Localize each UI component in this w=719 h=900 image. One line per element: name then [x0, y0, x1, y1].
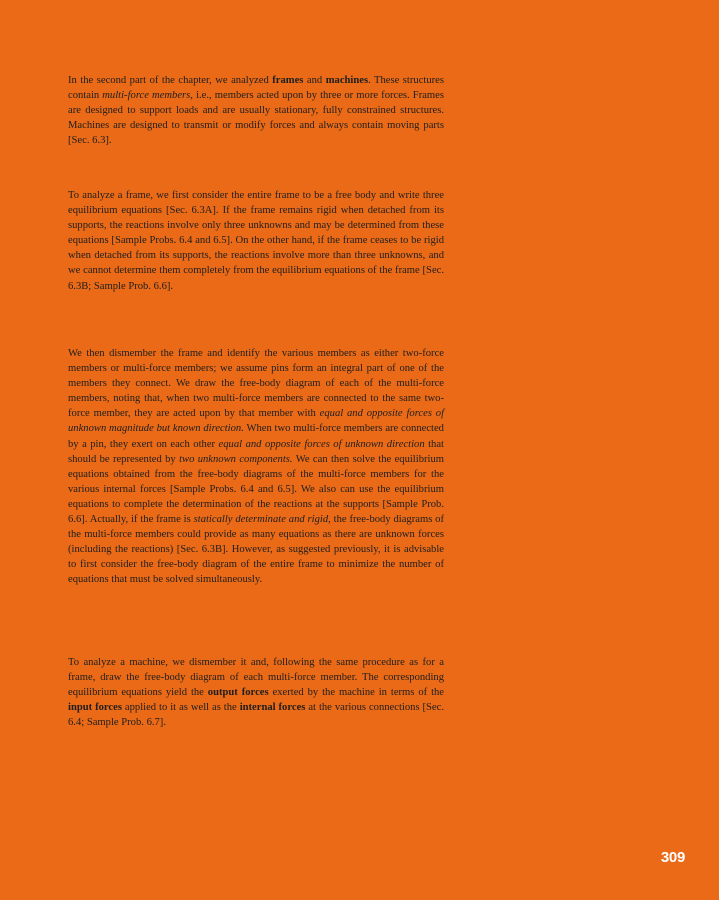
- italic-term: equal and opposite forces of unknown direction: [218, 438, 425, 450]
- text-run: When two multi-force members are connected by a pin, they exert on each other: [68, 423, 444, 450]
- paragraph-analyze-frame: [68, 188, 444, 294]
- text-run: that should be represented by: [68, 438, 444, 465]
- paragraph-text: [68, 346, 444, 588]
- text-run: To analyze a machine, we dismember it and, following the same procedure as for a frame, draw the free-body diagram of each multi-force member. The corresponding equilibrium equations yield the: [68, 657, 444, 699]
- text-run: In the second part of the chapter, we analyzed: [68, 75, 273, 86]
- text-run: . These structures contain: [68, 75, 444, 102]
- text-run: the free-body diagrams of the multi-force members could provide as many equations as there are unknown forces (including the reactions) [Sec. 6.3B]. However, as suggested previously, it is advisable to first consider the free-body diagram of the entire frame to minimize the number of equations that must be solved simultaneously.: [68, 514, 445, 586]
- bold-term: machines: [325, 75, 369, 86]
- text-run: and: [303, 75, 326, 86]
- italic-term: multi-force members,: [102, 90, 193, 102]
- paragraph-text: [68, 655, 444, 730]
- text-run: We then dismember the frame and identify the various members as either two-force members or multi-force members; we assume pins form an integral part of one of the members they connect. We draw the free-body diagram of each of the multi-force members, noting that, when two multi-force members are connected to the same two-force member, they are acted upon by that member with: [68, 348, 444, 420]
- text-run: applied to it as well as the: [121, 702, 240, 714]
- italic-term: statically determinate and rigid,: [193, 514, 331, 526]
- paragraph-analyze-machine: [68, 655, 444, 730]
- text-run: at the various connections [Sec. 6.4; Sample Prob. 6.7].: [68, 702, 444, 729]
- bold-term: frames: [272, 75, 304, 86]
- bold-term: internal forces: [239, 702, 306, 714]
- text-run: exerted by the machine in terms of the: [268, 687, 445, 699]
- page-number: 309: [660, 849, 685, 866]
- italic-term: equal and opposite forces of unknown magnitude but known direction.: [68, 408, 445, 435]
- paragraph-text: [68, 188, 444, 294]
- text-run: We can then solve the equilibrium equations obtained from the free-body diagrams of the multi-force members for the various internal forces [Sample Probs. 6.4 and 6.5]. We also can use the equilibrium equations to complete the determination of the reactions at the supports [Sample Prob. 6.6]. Actually, if the frame is: [68, 453, 444, 526]
- paragraph-dismember-frame: [68, 346, 444, 588]
- bold-term: input forces: [68, 702, 122, 714]
- italic-term: two unknown components.: [179, 453, 293, 465]
- text-run: To analyze a frame, we first consider the entire frame to be a free body and write three equilibrium equations [Sec. 6.3A]. If the frame remains rigid when detached from its supports, the reactions involve only three unknowns and may be determined from these equations [Sample Probs. 6.4 and 6.5]. On the other hand, if the frame ceases to be rigid when detached from its supports, the reactions involve more than three unknowns, and we cannot determine them completely from the equilibrium equations of the frame [Sec. 6.3B; Sample Prob. 6.6].: [68, 190, 444, 292]
- bold-term: output forces: [207, 687, 269, 699]
- paragraph-text: [68, 73, 444, 148]
- text-run: i.e., members acted upon by three or more forces. Frames are designed to support loads and are usually stationary, fully constrained structures. Machines are designed to transmit or modify forces and always contain moving parts [Sec. 6.3].: [68, 90, 444, 147]
- paragraph-frames-machines: [68, 73, 444, 148]
